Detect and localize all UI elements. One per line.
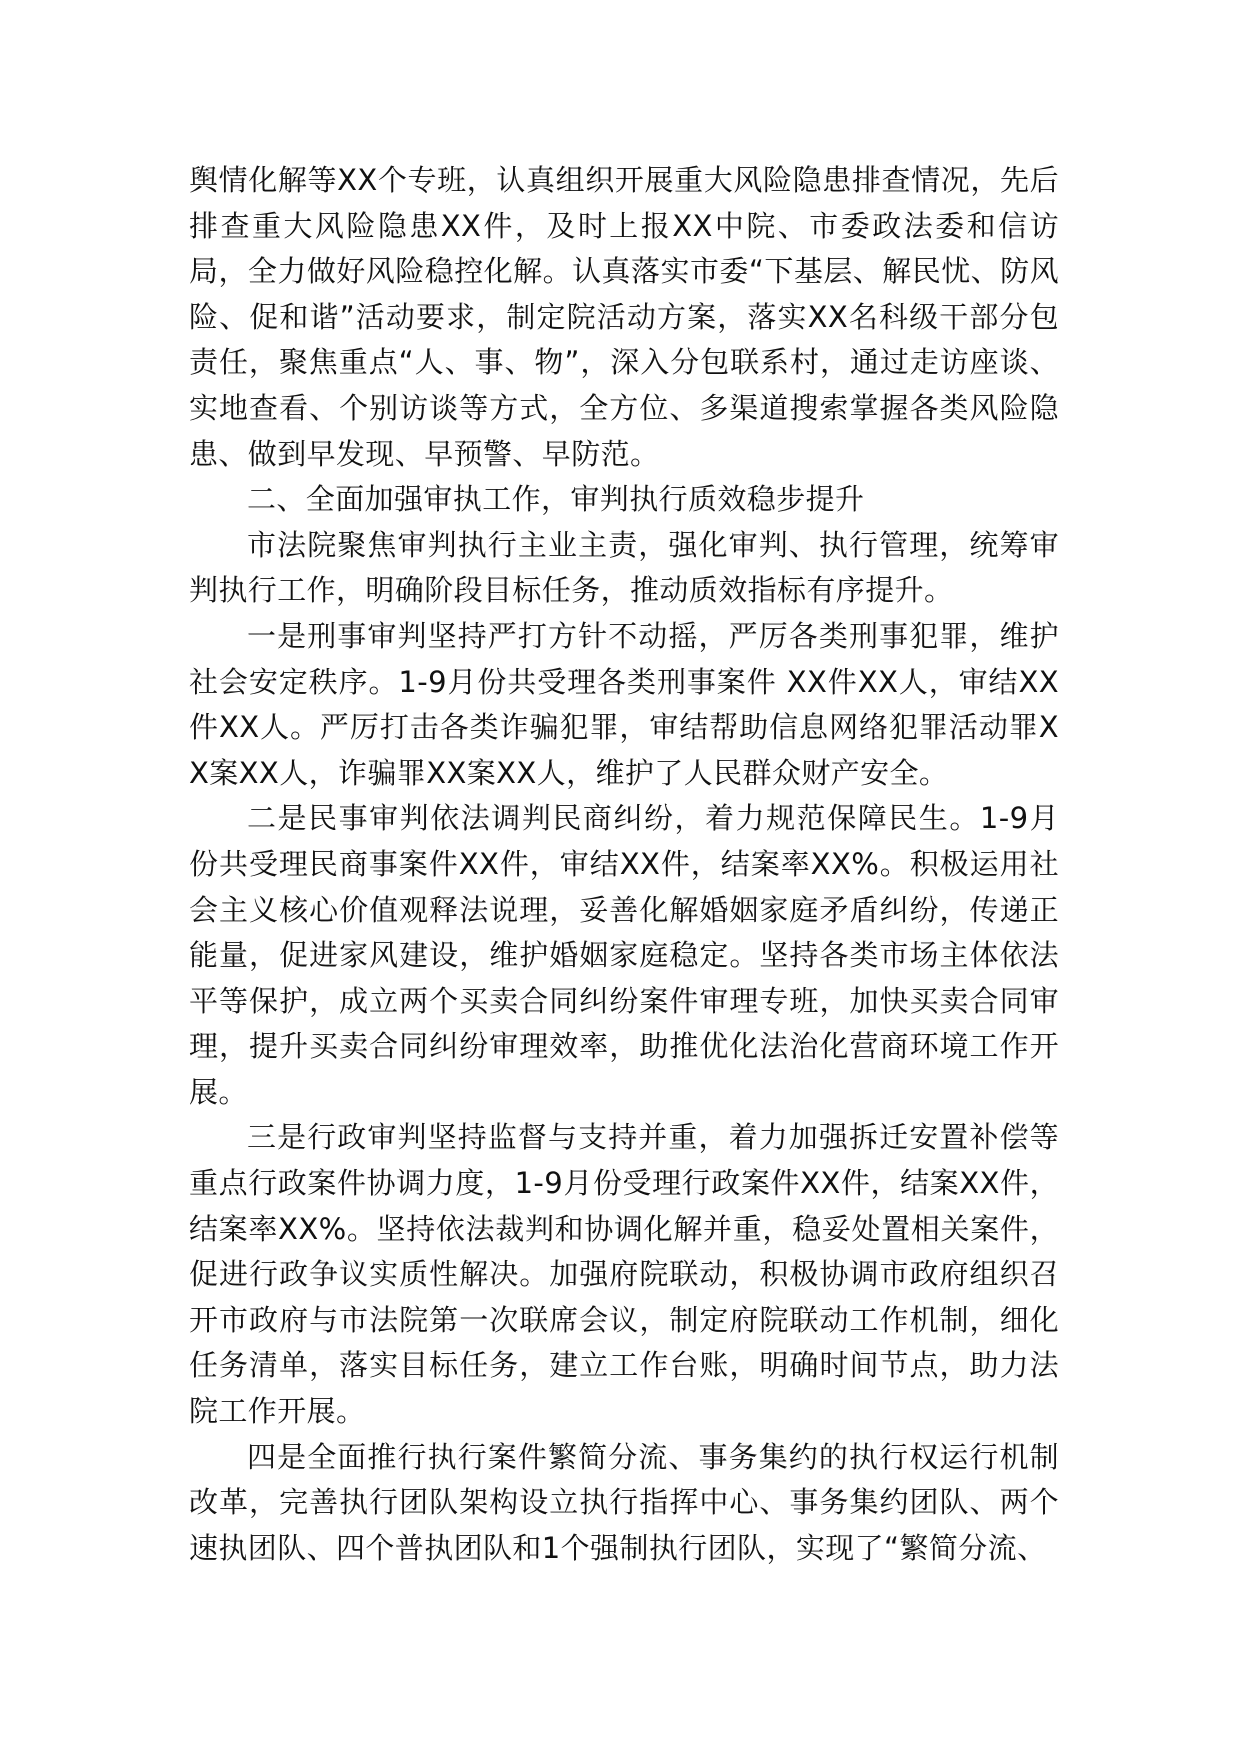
- paragraph-civil-trial: 二是民事审判依法调判民商纠纷，着力规范保障民生。1-9月份共受理民商事案件XX件，审结XX件，结案率XX%。积极运用社会主义核心价值观释法说理，妥善化解婚姻家庭矛盾纠纷，传递正能量，促进家风建设，维护婚姻家庭稳定。坚持各类市场主体依法平等保护，成立两个买卖合同纠纷案件审理专班，加快买卖合同审理，提升买卖合同纠纷审理效率，助推优化法治化营商环境工作开展。: [189, 801, 1059, 1109]
- paragraph-execution-reform: 四是全面推行执行案件繁简分流、事务集约的执行权运行机制改革，完善执行团队架构设立执行指挥中心、事务集约团队、两个速执团队、四个普执团队和1个强制执行团队，实现了“繁简分流、: [189, 1439, 1059, 1565]
- section-heading-trial-execution: 二、全面加强审执工作，审判执行质效稳步提升: [247, 482, 865, 517]
- paragraph-risk-control: 舆情化解等XX个专班，认真组织开展重大风险隐患排查情况，先后排查重大风险隐患XX件，及时上报XX中院、市委政法委和信访局，全力做好风险稳控化解。认真落实市委“下基层、解民忧、防风险、促和谐”活动要求，制定院活动方案，落实XX名科级干部分包责任，聚焦重点“人、事、物”，深入分包联系村，通过走访座谈、实地查看、个别访谈等方式，全方位、多渠道搜索掌握各类风险隐患、做到早发现、早预警、早防范。: [189, 163, 1059, 471]
- paragraph-criminal-trial: 一是刑事审判坚持严打方针不动摇，严厉各类刑事犯罪，维护社会安定秩序。1-9月份共受理各类刑事案件 XX件XX人，审结XX件XX人。严厉打击各类诈骗犯罪，审结帮助信息网络犯罪活动罪XX案XX人，诈骗罪XX案XX人，维护了人民群众财产安全。: [189, 618, 1059, 790]
- paragraph-administrative-trial: 三是行政审判坚持监督与支持并重，着力加强拆迁安置补偿等重点行政案件协调力度，1-9月份受理行政案件XX件，结案XX件，结案率XX%。坚持依法裁判和协调化解并重，稳妥处置相关案件，促进行政争议实质性解决。加强府院联动，积极协调市政府组织召开市政府与市法院第一次联席会议，制定府院联动工作机制，细化任务清单，落实目标任务，建立工作台账，明确时间节点，助力法院工作开展。: [189, 1120, 1059, 1429]
- document-body: [189, 158, 1059, 1571]
- paragraph-trial-overview: 市法院聚焦审判执行主业主责，强化审判、执行管理，统筹审判执行工作，明确阶段目标任务，推动质效指标有序提升。: [189, 527, 1059, 608]
